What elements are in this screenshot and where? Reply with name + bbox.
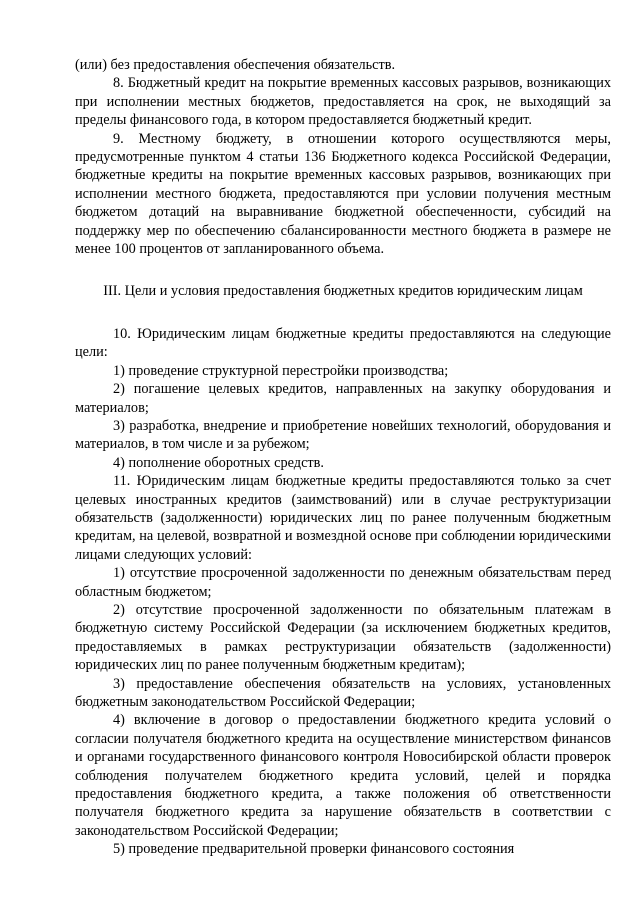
spacer <box>75 258 611 282</box>
paragraph-item-10: 10. Юридическим лицам бюджетные кредиты предоставляются на следующие цели: <box>75 325 611 361</box>
list-item-11-2: 2) отсутствие просроченной задолженности по обязательным платежам в бюджетную систему Российской Федерации (за исключением бюджетных кредитов, предоставляемых в рамках реструктуризации обязательств (задолженности) юридических лиц по ранее полученным бюджетным кредитам); <box>75 601 611 674</box>
list-item-10-1: 1) проведение структурной перестройки производства; <box>113 362 449 379</box>
paragraph-item-9: 9. Местному бюджету, в отношении которого осуществляются меры, предусмотренные пунктом 4 статьи 136 Бюджетного кодекса Российской Федерации, бюджетные кредиты на покрытие временных кассовых разрывов, возникающих при исполнении местного бюджета, предоставляются при условии получения местным бюджетом дотаций на выравнивание бюджетной обеспеченности, субсидий на поддержку мер по обеспечению сбалансированности местного бюджета в размере не менее 100 процентов от запланированного объема. <box>75 130 611 258</box>
section-heading: III. Цели и условия предоставления бюджетных кредитов юридическим лицам <box>103 283 583 300</box>
paragraph-item-8: 8. Бюджетный кредит на покрытие временных кассовых разрывов, возникающих при исполнении местных бюджетов, предоставляется на срок, не выходящий за пределы финансового года, в котором предоставляется бюджетный кредит. <box>75 75 611 129</box>
list-item-11-5: 5) проведение предварительной проверки финансового состояния <box>113 841 515 858</box>
list-item-10-3: 3) разработка, внедрение и приобретение новейших технологий, оборудования и материалов, в том числе и за рубежом; <box>75 417 611 453</box>
paragraph-item-11: 11. Юридическим лицам бюджетные кредиты предоставляются только за счет целевых иностранных кредитов (заимствований) или в случае реструктуризации обязательств (задолженности) юридических лиц по ранее полученным бюджетным кредитам, на целевой, возвратной и возмездной основе при соблюдении юридическими лицами следующих условий: <box>75 473 611 563</box>
document-page <box>75 56 611 859</box>
paragraph-continuation: (или) без предоставления обеспечения обязательств. <box>75 57 396 73</box>
spacer <box>75 301 611 325</box>
list-item-11-1: 1) отсутствие просроченной задолженности по денежным обязательствам перед областным бюджетом; <box>75 565 611 600</box>
list-item-11-3: 3) предоставление обеспечения обязательств на условиях, установленных бюджетным законодательством Российской Федерации; <box>75 675 611 710</box>
list-item-11-4: 4) включение в договор о предоставлении бюджетного кредита условий о согласии получателя бюджетного кредита на осуществление министерством финансов и органами государственного финансового контроля Новосибирской области проверок соблюдения получателем бюджетного кредита условий, целей и порядка предоставления бюджетного кредита, а также положения об ответственности получателя бюджетного кредита за нарушение обязательств в соответствии с законодательством Российской Федерации; <box>75 712 611 839</box>
list-item-10-4: 4) пополнение оборотных средств. <box>113 454 324 471</box>
list-item-10-2: 2) погашение целевых кредитов, направленных на закупку оборудования и материалов; <box>75 381 611 416</box>
